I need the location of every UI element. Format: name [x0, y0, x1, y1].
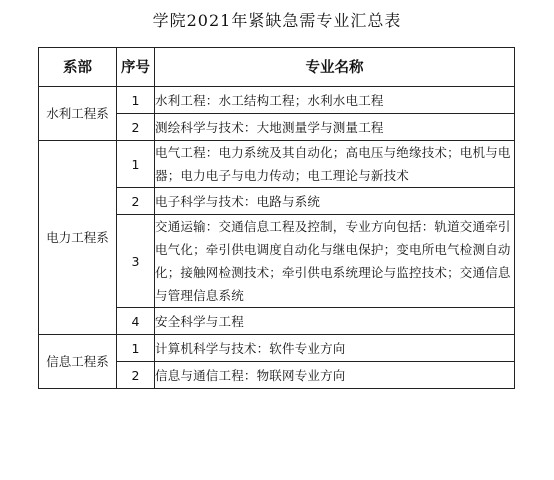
- major-name: 安全科学与工程: [155, 308, 515, 335]
- row-number: 1: [117, 335, 155, 362]
- row-number: 1: [117, 87, 155, 114]
- major-name: 水利工程：水工结构工程；水利水电工程: [155, 87, 515, 114]
- department-cell: 水利工程系: [39, 87, 117, 141]
- department-cell: 信息工程系: [39, 335, 117, 389]
- majors-table: [38, 47, 515, 389]
- row-number: 3: [117, 215, 155, 308]
- major-name: 交通运输：交通信息工程及控制，专业方向包括：轨道交通牵引电气化；牵引供电调度自动化与继电保护；变电所电气检测自动化；接触网检测技术；牵引供电系统理论与监控技术；交通信息与管理信息系统: [155, 215, 515, 308]
- row-number: 1: [117, 141, 155, 188]
- header-major-name: 专业名称: [155, 48, 515, 87]
- header-department: 系部: [39, 48, 117, 87]
- document-title: 学院2021年紧缺急需专业汇总表: [152, 11, 402, 30]
- table-header-row: [39, 48, 515, 87]
- major-name: 计算机科学与技术：软件专业方向: [155, 335, 515, 362]
- major-name: 电子科学与技术：电路与系统: [155, 188, 515, 215]
- header-number: 序号: [117, 48, 155, 87]
- table-row: [39, 141, 515, 188]
- row-number: 2: [117, 114, 155, 141]
- row-number: 2: [117, 188, 155, 215]
- table-row: [39, 335, 515, 362]
- row-number: 2: [117, 362, 155, 389]
- department-cell: 电力工程系: [39, 141, 117, 335]
- major-name: 信息与通信工程：物联网专业方向: [155, 362, 515, 389]
- table-row: [39, 87, 515, 114]
- major-name: 电气工程：电力系统及其自动化；高电压与绝缘技术；电机与电器；电力电子与电力传动；电工理论与新技术: [155, 141, 515, 188]
- major-name: 测绘科学与技术：大地测量学与测量工程: [155, 114, 515, 141]
- row-number: 4: [117, 308, 155, 335]
